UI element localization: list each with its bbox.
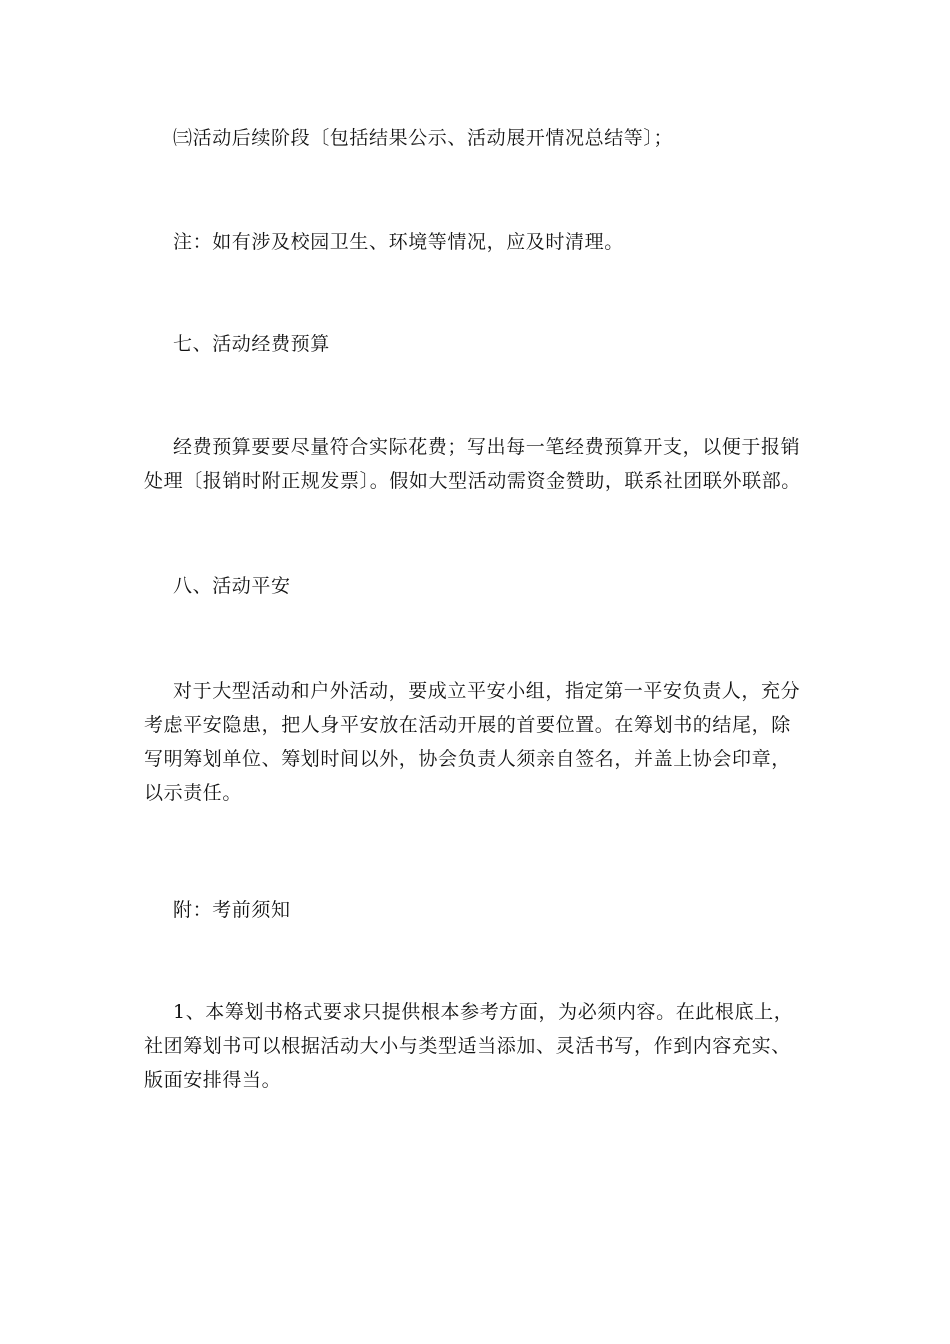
followup-stage-paragraph: ㈢活动后续阶段〔包括结果公示、活动展开情况总结等〕；: [173, 127, 674, 149]
section-heading-budget: 七、活动经费预算: [173, 333, 330, 355]
appendix-heading: 附：考前须知: [173, 899, 291, 921]
note-paragraph: 注：如有涉及校园卫生、环境等情况，应及时清理。: [173, 231, 624, 253]
budget-paragraph: 经费预算要要尽量符合实际花费；写出每一笔经费预算开支，以便于报销处理〔报销时附正规发票〕。假如大型活动需资金赞助，联系社团联外联部。: [144, 436, 801, 492]
appendix-item-1: 1、本筹划书格式要求只提供根本参考方面，为必须内容。在此根底上，社团筹划书可以根据活动大小与类型适当添加、灵活书写，作到内容充实、版面安排得当。: [144, 1001, 794, 1091]
safety-paragraph: 对于大型活动和户外活动，要成立平安小组，指定第一平安负责人，充分考虑平安隐患，把人身平安放在活动开展的首要位置。在筹划书的结尾，除写明筹划单位、筹划时间以外，协会负责人须亲自签名，并盖上协会印章，以示责任。: [144, 680, 801, 804]
section-heading-safety: 八、活动平安: [173, 575, 291, 597]
